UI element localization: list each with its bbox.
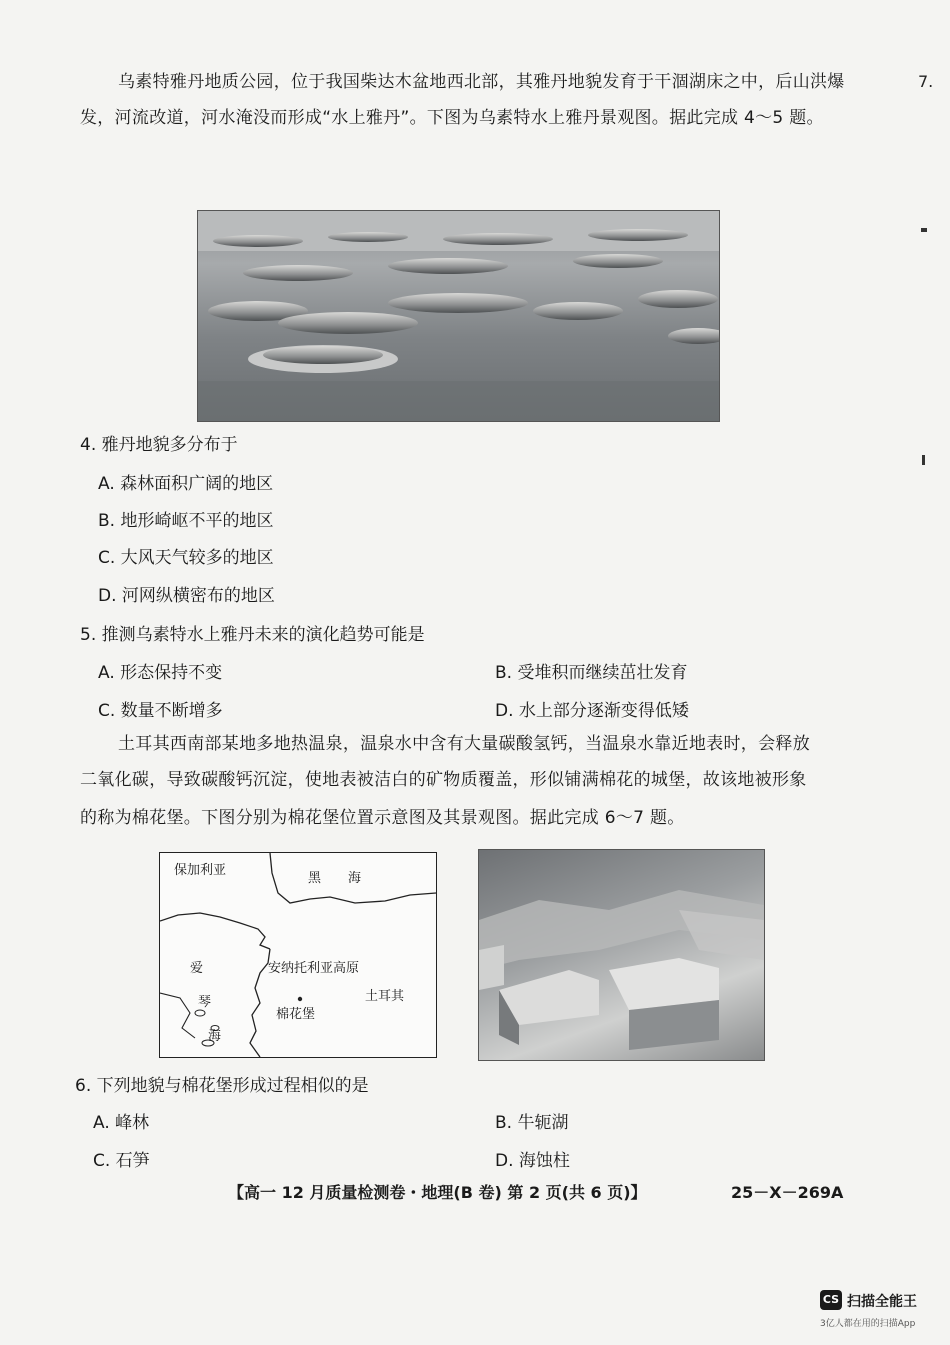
page-footer-code: 25－X－269A (731, 1183, 844, 1202)
travertine-terraces (479, 850, 764, 1060)
map-label-aegean-3: 海 (208, 1029, 222, 1044)
q5-option-a: A. 形态保持不变 (98, 663, 223, 683)
map-label-anatolia: 安纳托利亚高原 (268, 961, 360, 976)
watermark-name: 扫描全能王 (847, 1294, 917, 1310)
passage-1-line-1: 乌素特雅丹地质公园，位于我国柴达木盆地西北部，其雅丹地貌发育于干涸湖床之中，后山洪爆 (118, 72, 845, 92)
q5-option-b: B. 受堆积而继续茁壮发育 (495, 663, 688, 683)
passage-2-line-2: 二氧化碳，导致碳酸钙沉淀，使地表被洁白的矿物质覆盖，形似铺满棉花的城堡，故该地被形象 (80, 770, 807, 790)
passage-2-line-1: 土耳其西南部某地多地热温泉，温泉水中含有大量碳酸氢钙，当温泉水靠近地表时，会释放 (118, 734, 810, 754)
margin-question-number: 7. (918, 72, 934, 91)
watermark-tagline: 3亿人都在用的扫描App (820, 1319, 916, 1329)
map-label-aegean-1: 爱 (190, 961, 204, 976)
map-label-black-sea-1: 黑 (308, 871, 322, 886)
map-label-black-sea-2: 海 (348, 871, 362, 886)
q6-option-b: B. 牛轭湖 (495, 1113, 569, 1133)
page-footer-title: 【高一 12 月质量检测卷・地理(B 卷) 第 2 页(共 6 页)】 (228, 1183, 647, 1202)
q6-option-d: D. 海蚀柱 (495, 1151, 570, 1171)
pamukkale-location-map (159, 852, 437, 1058)
q5-option-c: C. 数量不断增多 (98, 701, 223, 721)
q5-option-d: D. 水上部分逐渐变得低矮 (495, 701, 689, 721)
margin-mark (921, 228, 927, 232)
yardang-scene (198, 211, 719, 421)
map-label-aegean-2: 琴 (198, 995, 212, 1010)
yardang-photo (197, 210, 720, 422)
question-6-stem: 6. 下列地貌与棉花堡形成过程相似的是 (75, 1076, 369, 1096)
margin-mark (922, 455, 925, 465)
map-label-turkey: 土耳其 (365, 989, 405, 1004)
map-coastlines (160, 853, 436, 1057)
q6-option-c: C. 石笋 (93, 1151, 150, 1171)
q6-option-a: A. 峰林 (93, 1113, 150, 1133)
passage-1-line-2: 发，河流改道，河水淹没而形成“水上雅丹”。下图为乌素特水上雅丹景观图。据此完成 4～5 题。 (80, 108, 824, 128)
map-label-pamukkale: 棉花堡 (276, 1007, 316, 1022)
q4-option-d: D. 河网纵横密布的地区 (98, 586, 275, 606)
q4-option-b: B. 地形崎岖不平的地区 (98, 511, 274, 531)
pamukkale-photo (478, 849, 765, 1061)
q4-option-a: A. 森林面积广阔的地区 (98, 474, 274, 494)
question-4-stem: 4. 雅丹地貌多分布于 (80, 435, 238, 455)
q4-option-c: C. 大风天气较多的地区 (98, 548, 274, 568)
map-label-bulgaria: 保加利亚 (174, 863, 227, 878)
passage-2-line-3: 的称为棉花堡。下图分别为棉花堡位置示意图及其景观图。据此完成 6～7 题。 (80, 808, 685, 828)
question-5-stem: 5. 推测乌素特水上雅丹未来的演化趋势可能是 (80, 625, 425, 645)
camscanner-logo-icon: CS (820, 1290, 842, 1310)
